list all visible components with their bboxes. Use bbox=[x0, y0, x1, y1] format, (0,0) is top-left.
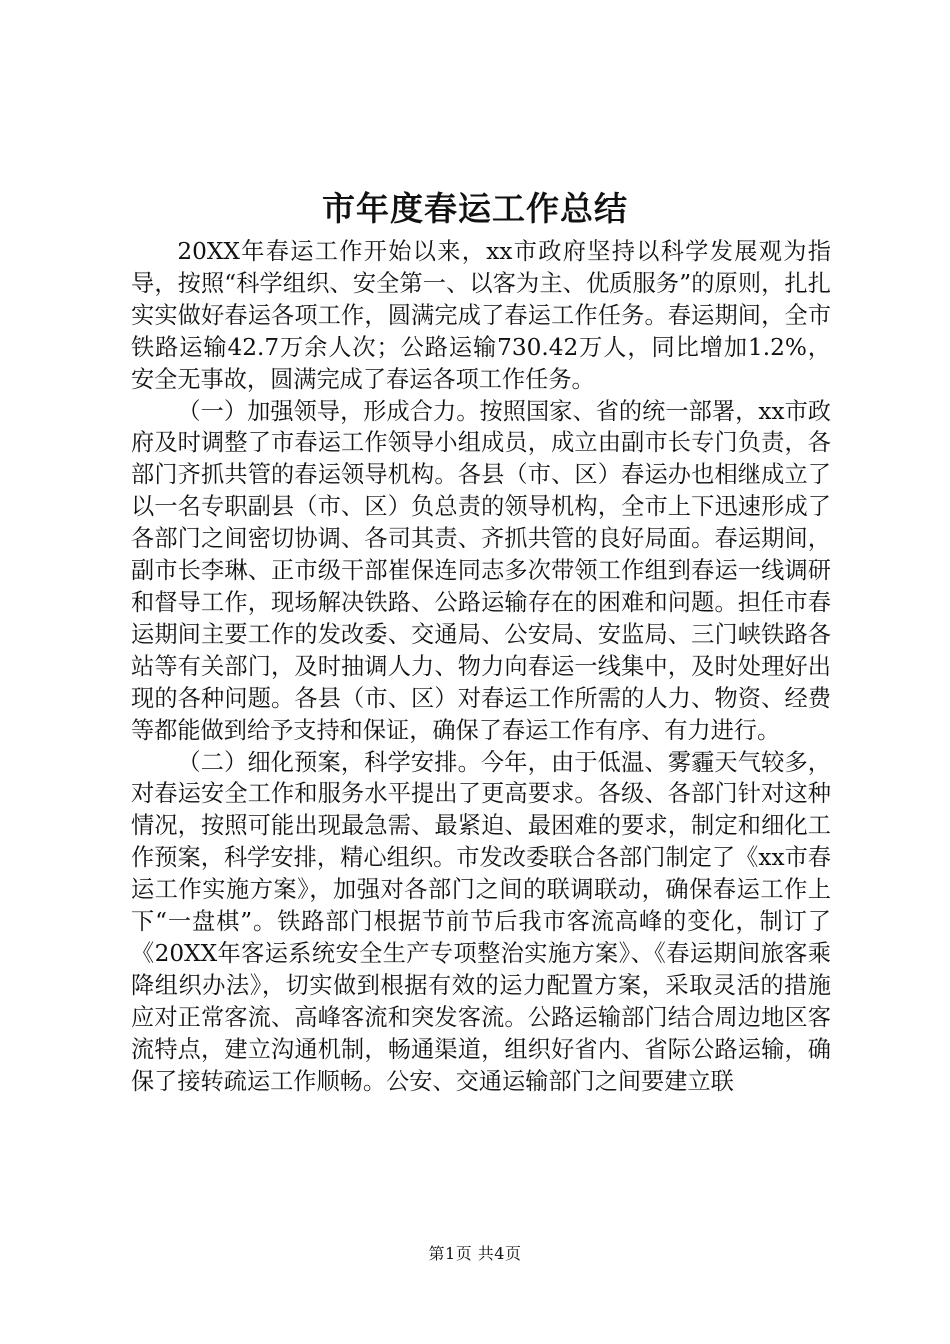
paragraph-intro: 20XX年春运工作开始以来，xx市政府坚持以科学发展观为指导，按照“科学组织、安全第一、以客为主、优质服务”的原则，扎扎实实做好春运各项工作，圆满完成了春运工作任务。春运期间，全市铁路运输42.7万余人次；公路运输730.42万人，同比增加1.2%，安全无事故，圆满完成了春运各项工作任务。 bbox=[131, 238, 831, 393]
document-body bbox=[131, 236, 831, 1097]
page-footer: 第1页 共4页 bbox=[428, 1244, 522, 1263]
paragraph-section-1: （一）加强领导，形成合力。按照国家、省的统一部署，xx市政府及时调整了市春运工作领导小组成员，成立由副市长专门负责，各部门齐抓共管的春运领导机构。各县（市、区）春运办也相继成立了以一名专职副县（市、区）负总责的领导机构，全市上下迅速形成了各部门之间密切协调、各司其责、齐抓共管的良好局面。春运期间，副市长李琳、正市级干部崔保连同志多次带领工作组到春运一线调研和督导工作，现场解决铁路、公路运输存在的困难和问题。担任市春运期间主要工作的发改委、交通局、公安局、安监局、三门峡铁路各站等有关部门，及时抽调人力、物力向春运一线集中，及时处理好出现的各种问题。各县（市、区）对春运工作所需的人力、物资、经费等都能做到给予支持和保证，确保了春运工作有序、有力进行。 bbox=[131, 397, 831, 744]
document-title: 市年度春运工作总结 bbox=[322, 189, 628, 228]
paragraph-section-2: （二）细化预案，科学安排。今年，由于低温、雾霾天气较多，对春运安全工作和服务水平提出了更高要求。各级、各部门针对这种情况，按照可能出现最急需、最紧迫、最困难的要求，制定和细化工作预案，科学安排，精心组织。市发改委联合各部门制定了《xx市春运工作实施方案》，加强对各部门之间的联调联动，确保春运工作上下“一盘棋”。铁路部门根据节前节后我市客流高峰的变化，制订了《20XX年客运系统安全生产专项整治实施方案》、《春运期间旅客乘降组织办法》，切实做到根据有效的运力配置方案，采取灵活的措施应对正常客流、高峰客流和突发客流。公路运输部门结合周边地区客流特点，建立沟通机制，畅通渠道，组织好省内、省际公路运输，确保了接转疏运工作顺畅。公安、交通运输部门之间要建立联 bbox=[131, 748, 831, 1095]
